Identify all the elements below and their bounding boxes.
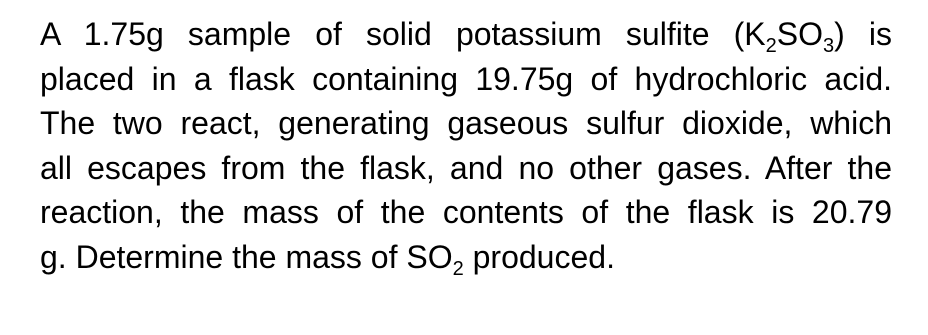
problem-line-1: [40, 12, 892, 57]
subscript-2: 2: [765, 35, 777, 57]
line-1-end: ) is: [834, 16, 892, 52]
problem-line-4: all escapes from the flask, and no other gases. After the: [40, 149, 892, 186]
subscript-so2: 2: [452, 257, 464, 280]
problem-line-3: The two react, generating gaseous sulfur dioxide, which: [40, 105, 892, 141]
problem-line-5: reaction, the mass of the contents of the flask is 20.79: [40, 194, 892, 230]
problem-statement: [40, 12, 892, 279]
problem-line-6: [40, 235, 892, 280]
line-6-end: produced.: [463, 238, 615, 275]
sulfite-so: SO: [776, 16, 823, 52]
line-1-text: A 1.75g sample of solid potassium sulfite (K: [40, 16, 766, 52]
subscript-3: 3: [822, 35, 835, 57]
line-6-text: g. Determine the mass of SO: [40, 238, 453, 275]
problem-line-2: placed in a flask containing 19.75g of hydrochloric acid.: [40, 60, 892, 97]
